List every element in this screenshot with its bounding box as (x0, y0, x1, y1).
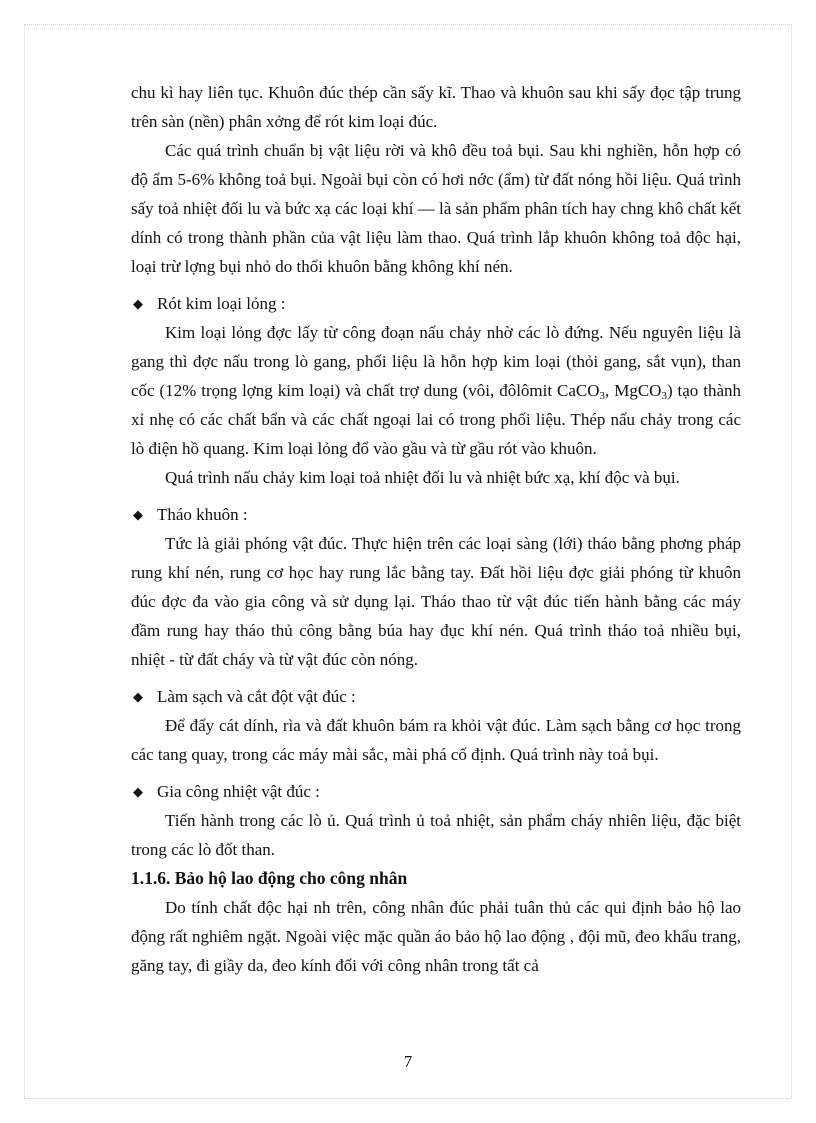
paragraph-6: Để đẩy cát dính, rìa và đất khuôn bám ra khỏi vật đúc. Làm sạch bằng cơ học trong các tang quay, trong các máy mài sắc, mài phá cố định. Quá trình này toả bụi. (131, 716, 741, 764)
diamond-bullet-icon: ◆ (133, 296, 143, 311)
bullet-pouring-label: Rót kim loại lỏng : (157, 294, 286, 313)
bullet-cleaning-label: Làm sạch và cắt đột vật đúc : (157, 687, 356, 706)
page-number: 7 (403, 1052, 413, 1071)
paragraph-4: Quá trình nấu chảy kim loại toả nhiệt đối lu và nhiệt bức xạ, khí độc và bụi. (165, 468, 680, 487)
paragraph-1: chu kì hay liên tục. Khuôn đúc thép cần sấy kĩ. Thao và khuôn sau khi sấy đọc tập trung trên sàn (nền) phân xởng để rót kim loại đúc. (131, 83, 741, 131)
diamond-bullet-icon: ◆ (133, 507, 143, 522)
paragraph-7: Tiến hành trong các lò ủ. Quá trình ủ toả nhiệt, sản phẩm cháy nhiên liệu, đặc biệt trong các lò đốt than. (131, 811, 741, 859)
bullet-cleaning (131, 682, 741, 711)
diamond-bullet-icon: ◆ (133, 689, 143, 704)
bullet-pouring (131, 289, 741, 318)
diamond-bullet-icon: ◆ (133, 784, 143, 799)
paragraph-5: Tức là giải phóng vật đúc. Thực hiện trên các loại sàng (lới) tháo bằng phơng pháp rung khí nén, rung cơ học hay rung lắc bằng tay. Đất hồi liệu đợc giải phóng từ khuôn đúc đợc đa vào gia công và sử dụng lại. Tháo thao từ vật đúc tiến hành bằng các máy đầm rung hay tháo thủ công bằng búa hay đục khí nén. Quá trình tháo toả nhiều bụi, nhiệt - từ đất cháy và từ vật đúc còn nóng. (131, 534, 741, 669)
bullet-shakeout-label: Tháo khuôn : (157, 505, 248, 524)
bullet-heat-treatment (131, 777, 741, 806)
paragraph-3: Kim loại lỏng đợc lấy từ công đoạn nấu chảy nhờ các lò đứng. Nếu nguyên liệu là gang thì đợc nấu trong lò gang, phối liệu là hỗn hợp kim loại (thỏi gang, sắt vụn), than cốc (12% trọng lợng kim loại) và chất trợ dung (vôi, đôlômit CaCO$_3$, MgCO$_3$) tạo thành xỉ nhẹ có các chất bẩn và các chất ngoại lai có trong phối liệu. Thép nấu chảy trong các lò điện hồ quang. Kim loại lỏng đổ vào gầu và từ gầu rót vào khuôn. (131, 323, 742, 458)
document-body (131, 78, 741, 980)
paragraph-8: Do tính chất độc hại nh trên, công nhân đúc phải tuân thủ các qui định bảo hộ lao động rất nghiêm ngặt. Ngoài việc mặc quần áo bảo hộ lao động , đội mũ, đeo khẩu trang, găng tay, đi giầy da, đeo kính đối với công nhân trong tất cả (131, 898, 741, 975)
section-heading: 1.1.6. Bảo hộ lao động cho công nhân (131, 868, 408, 888)
bullet-heat-treatment-label: Gia công nhiệt vật đúc : (157, 782, 320, 801)
paragraph-2: Các quá trình chuẩn bị vật liệu rời và khô đều toả bụi. Sau khi nghiền, hỗn hợp có độ ẩm 5-6% không toả bụi. Ngoài bụi còn có hơi nớc (ẩm) từ đất nóng hồi liệu. Quá trình sấy toả nhiệt đối lu và bức xạ các loại khí — là sản phẩm phân tích hay chng khô chất kết dính có trong thành phần của vật liệu làm thao. Quá trình lắp khuôn không toả độc hại, loại trừ lợng bụi nhỏ do thổi khuôn bằng không khí nén. (131, 141, 741, 276)
bullet-shakeout (131, 500, 741, 529)
